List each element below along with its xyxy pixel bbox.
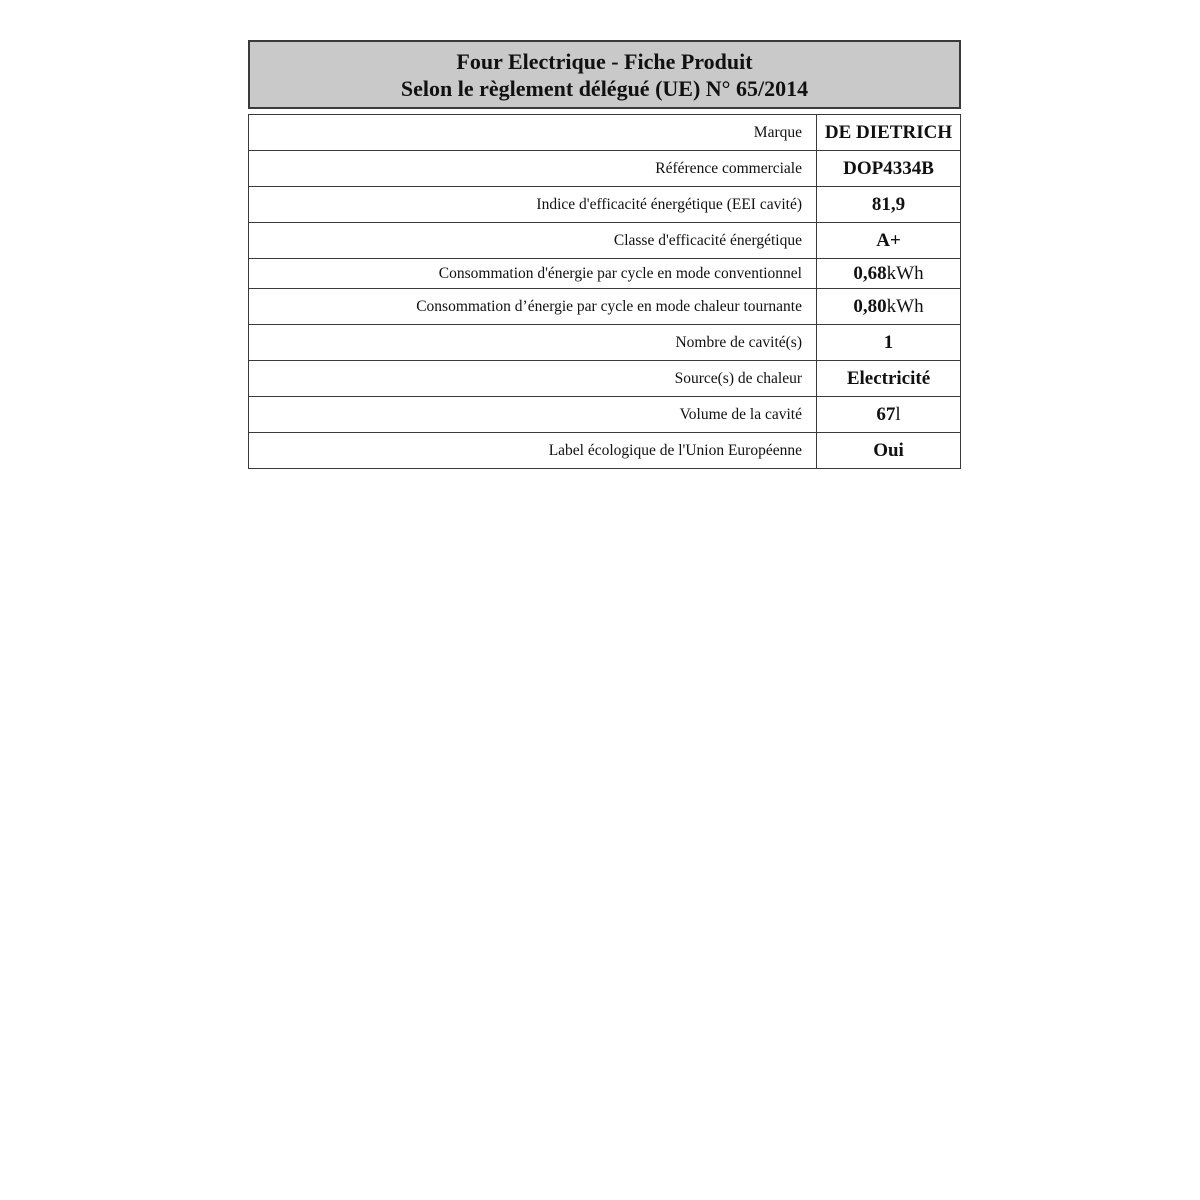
row-label: Classe d'efficacité énergétique	[249, 223, 817, 259]
row-value	[817, 151, 961, 187]
row-label: Consommation d’énergie par cycle en mode chaleur tournante	[249, 289, 817, 325]
row-label: Nombre de cavité(s)	[249, 325, 817, 361]
table-row	[249, 151, 961, 187]
row-value	[817, 187, 961, 223]
spec-table	[248, 114, 961, 469]
table-row	[249, 223, 961, 259]
row-value	[817, 325, 961, 361]
row-label: Référence commerciale	[249, 151, 817, 187]
sheet-header	[248, 40, 961, 109]
header-regulation: Selon le règlement délégué (UE) N° 65/2014	[400, 76, 809, 101]
product-sheet	[248, 40, 961, 469]
value-number: Electricité	[846, 367, 931, 389]
row-label: Source(s) de chaleur	[249, 361, 817, 397]
header-title: Four Electrique - Fiche Produit	[456, 49, 753, 74]
value-number: 0,68	[853, 262, 887, 284]
value-unit: kWh	[886, 262, 924, 284]
table-row	[249, 325, 961, 361]
value-number: A+	[876, 229, 901, 251]
row-value	[817, 397, 961, 433]
value-unit: l	[895, 403, 901, 425]
row-label: Marque	[249, 115, 817, 151]
table-row	[249, 361, 961, 397]
table-row	[249, 187, 961, 223]
row-value	[817, 115, 961, 151]
table-row	[249, 289, 961, 325]
value-number: 81,9	[871, 193, 906, 215]
value-number: 67	[876, 403, 896, 425]
value-number: 1	[883, 331, 894, 353]
row-value	[817, 259, 961, 289]
row-label: Volume de la cavité	[249, 397, 817, 433]
value-number: Oui	[873, 439, 904, 461]
row-value	[817, 223, 961, 259]
value-number: DE DIETRICH	[824, 121, 953, 143]
value-unit: kWh	[886, 295, 924, 317]
row-value	[817, 433, 961, 469]
value-number: 0,80	[853, 295, 887, 317]
row-label: Label écologique de l'Union Européenne	[249, 433, 817, 469]
row-value	[817, 361, 961, 397]
row-value	[817, 289, 961, 325]
row-label: Indice d'efficacité énergétique (EEI cavité)	[249, 187, 817, 223]
table-row	[249, 115, 961, 151]
row-label: Consommation d'énergie par cycle en mode conventionnel	[249, 259, 817, 289]
table-row	[249, 397, 961, 433]
value-number: DOP4334B	[843, 157, 934, 179]
table-row	[249, 259, 961, 289]
table-row	[249, 433, 961, 469]
